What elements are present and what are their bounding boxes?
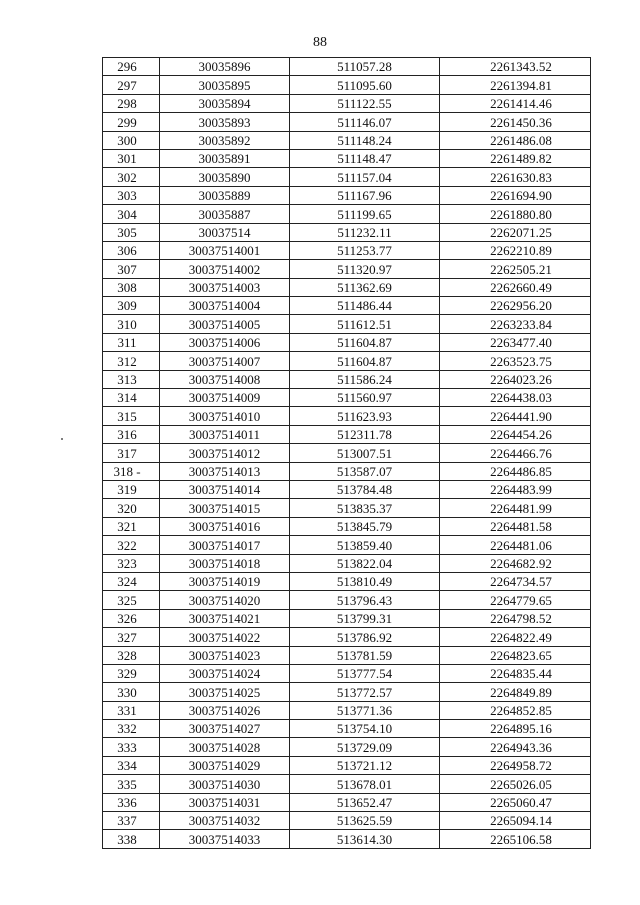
point-id-cell: 30035894 [160, 94, 290, 112]
x-coordinate-cell: 511604.87 [290, 333, 440, 351]
point-id-cell: 30035896 [160, 58, 290, 76]
x-coordinate-cell: 511146.07 [290, 113, 440, 131]
point-id-cell: 30035887 [160, 205, 290, 223]
table-row [103, 149, 591, 167]
point-id-cell: 30037514005 [160, 315, 290, 333]
table-row [103, 480, 591, 498]
y-coordinate-cell: 2264798.52 [440, 609, 591, 627]
table-row [103, 389, 591, 407]
x-coordinate-cell: 511148.24 [290, 131, 440, 149]
point-id-cell: 30035895 [160, 76, 290, 94]
point-id-cell: 30037514001 [160, 241, 290, 259]
point-number-cell: 319 [103, 480, 160, 498]
x-coordinate-cell: 512311.78 [290, 425, 440, 443]
point-id-cell: 30037514016 [160, 517, 290, 535]
x-coordinate-cell: 511362.69 [290, 278, 440, 296]
y-coordinate-cell: 2265094.14 [440, 812, 591, 830]
x-coordinate-cell: 511253.77 [290, 241, 440, 259]
x-coordinate-cell: 511560.97 [290, 389, 440, 407]
coordinates-table [102, 57, 591, 849]
table-row [103, 278, 591, 296]
point-number-cell: 309 [103, 297, 160, 315]
y-coordinate-cell: 2264454.26 [440, 425, 591, 443]
y-coordinate-cell: 2262956.20 [440, 297, 591, 315]
y-coordinate-cell: 2261450.36 [440, 113, 591, 131]
point-id-cell: 30037514009 [160, 389, 290, 407]
table-row [103, 646, 591, 664]
point-number-cell: 315 [103, 407, 160, 425]
table-row [103, 812, 591, 830]
x-coordinate-cell: 511612.51 [290, 315, 440, 333]
point-id-cell: 30037514007 [160, 352, 290, 370]
table-row [103, 775, 591, 793]
table-row [103, 664, 591, 682]
y-coordinate-cell: 2262210.89 [440, 241, 591, 259]
y-coordinate-cell: 2261694.90 [440, 186, 591, 204]
point-number-cell: 296 [103, 58, 160, 76]
point-number-cell: 303 [103, 186, 160, 204]
point-id-cell: 30037514021 [160, 609, 290, 627]
x-coordinate-cell: 511232.11 [290, 223, 440, 241]
y-coordinate-cell: 2265060.47 [440, 793, 591, 811]
point-number-cell: 301 [103, 149, 160, 167]
x-coordinate-cell: 513587.07 [290, 462, 440, 480]
point-number-cell: 324 [103, 572, 160, 590]
table-row [103, 113, 591, 131]
table-row [103, 425, 591, 443]
table-row [103, 738, 591, 756]
point-number-cell: 329 [103, 664, 160, 682]
x-coordinate-cell: 513754.10 [290, 720, 440, 738]
point-number-cell: 328 [103, 646, 160, 664]
point-id-cell: 30037514020 [160, 591, 290, 609]
x-coordinate-cell: 511604.87 [290, 352, 440, 370]
x-coordinate-cell: 511199.65 [290, 205, 440, 223]
y-coordinate-cell: 2264822.49 [440, 628, 591, 646]
table-row [103, 260, 591, 278]
x-coordinate-cell: 513796.43 [290, 591, 440, 609]
point-id-cell: 30037514002 [160, 260, 290, 278]
stray-dot-mark [61, 438, 63, 440]
page-number: 88 [313, 35, 327, 50]
table-row [103, 223, 591, 241]
y-coordinate-cell: 2264483.99 [440, 480, 591, 498]
point-number-cell: 325 [103, 591, 160, 609]
x-coordinate-cell: 511057.28 [290, 58, 440, 76]
y-coordinate-cell: 2264852.85 [440, 701, 591, 719]
y-coordinate-cell: 2264441.90 [440, 407, 591, 425]
table-row [103, 756, 591, 774]
x-coordinate-cell: 511320.97 [290, 260, 440, 278]
x-coordinate-cell: 513822.04 [290, 554, 440, 572]
y-coordinate-cell: 2264481.06 [440, 536, 591, 554]
point-id-cell: 30037514024 [160, 664, 290, 682]
point-id-cell: 30037514019 [160, 572, 290, 590]
point-number-cell: 307 [103, 260, 160, 278]
table-row [103, 591, 591, 609]
y-coordinate-cell: 2261414.46 [440, 94, 591, 112]
point-number-cell: 299 [103, 113, 160, 131]
table-row [103, 315, 591, 333]
point-number-cell: 314 [103, 389, 160, 407]
point-number-cell: 322 [103, 536, 160, 554]
y-coordinate-cell: 2265026.05 [440, 775, 591, 793]
point-id-cell: 30035892 [160, 131, 290, 149]
x-coordinate-cell: 513845.79 [290, 517, 440, 535]
point-id-cell: 30037514010 [160, 407, 290, 425]
point-id-cell: 30037514013 [160, 462, 290, 480]
point-id-cell: 30037514029 [160, 756, 290, 774]
point-id-cell: 30037514003 [160, 278, 290, 296]
table-row [103, 628, 591, 646]
y-coordinate-cell: 2264682.92 [440, 554, 591, 572]
y-coordinate-cell: 2261489.82 [440, 149, 591, 167]
x-coordinate-cell: 513777.54 [290, 664, 440, 682]
point-id-cell: 30035891 [160, 149, 290, 167]
point-id-cell: 30035889 [160, 186, 290, 204]
point-number-cell: 331 [103, 701, 160, 719]
point-id-cell: 30037514004 [160, 297, 290, 315]
y-coordinate-cell: 2264466.76 [440, 444, 591, 462]
point-number-cell: 311 [103, 333, 160, 351]
point-id-cell: 30037514023 [160, 646, 290, 664]
x-coordinate-cell: 513786.92 [290, 628, 440, 646]
table-row [103, 517, 591, 535]
y-coordinate-cell: 2264023.26 [440, 370, 591, 388]
point-id-cell: 30037514 [160, 223, 290, 241]
table-row [103, 168, 591, 186]
x-coordinate-cell: 511586.24 [290, 370, 440, 388]
point-id-cell: 30037514012 [160, 444, 290, 462]
point-number-cell: 335 [103, 775, 160, 793]
y-coordinate-cell: 2264779.65 [440, 591, 591, 609]
x-coordinate-cell: 513721.12 [290, 756, 440, 774]
point-id-cell: 30037514018 [160, 554, 290, 572]
point-number-cell: 312 [103, 352, 160, 370]
point-number-cell: 316 [103, 425, 160, 443]
point-number-cell: 336 [103, 793, 160, 811]
x-coordinate-cell: 511095.60 [290, 76, 440, 94]
table-row [103, 407, 591, 425]
x-coordinate-cell: 511623.93 [290, 407, 440, 425]
y-coordinate-cell: 2265106.58 [440, 830, 591, 848]
x-coordinate-cell: 513007.51 [290, 444, 440, 462]
x-coordinate-cell: 513678.01 [290, 775, 440, 793]
y-coordinate-cell: 2261343.52 [440, 58, 591, 76]
y-coordinate-cell: 2263233.84 [440, 315, 591, 333]
table-row [103, 205, 591, 223]
table-row [103, 536, 591, 554]
y-coordinate-cell: 2264481.58 [440, 517, 591, 535]
point-number-cell: 334 [103, 756, 160, 774]
y-coordinate-cell: 2264958.72 [440, 756, 591, 774]
x-coordinate-cell: 511167.96 [290, 186, 440, 204]
y-coordinate-cell: 2261486.08 [440, 131, 591, 149]
y-coordinate-cell: 2263477.40 [440, 333, 591, 351]
table-row [103, 241, 591, 259]
point-number-cell: 298 [103, 94, 160, 112]
table-row [103, 352, 591, 370]
point-id-cell: 30037514032 [160, 812, 290, 830]
table-row [103, 572, 591, 590]
point-number-cell: 304 [103, 205, 160, 223]
point-number-cell: 323 [103, 554, 160, 572]
table-row [103, 444, 591, 462]
table-row [103, 94, 591, 112]
x-coordinate-cell: 511148.47 [290, 149, 440, 167]
point-number-cell: 320 [103, 499, 160, 517]
table-row [103, 131, 591, 149]
point-id-cell: 30037514027 [160, 720, 290, 738]
point-number-cell: 305 [103, 223, 160, 241]
table-row [103, 609, 591, 627]
point-id-cell: 30035893 [160, 113, 290, 131]
point-number-cell: 300 [103, 131, 160, 149]
table-row [103, 720, 591, 738]
table-row [103, 297, 591, 315]
y-coordinate-cell: 2262660.49 [440, 278, 591, 296]
y-coordinate-cell: 2264849.89 [440, 683, 591, 701]
table-row [103, 701, 591, 719]
y-coordinate-cell: 2264835.44 [440, 664, 591, 682]
y-coordinate-cell: 2264943.36 [440, 738, 591, 756]
x-coordinate-cell: 513859.40 [290, 536, 440, 554]
coordinates-table-body [103, 58, 591, 849]
point-number-cell: 337 [103, 812, 160, 830]
point-id-cell: 30037514006 [160, 333, 290, 351]
table-row [103, 554, 591, 572]
point-number-cell: 317 [103, 444, 160, 462]
x-coordinate-cell: 513729.09 [290, 738, 440, 756]
point-number-cell: 318 - [103, 462, 160, 480]
x-coordinate-cell: 513625.59 [290, 812, 440, 830]
point-number-cell: 326 [103, 609, 160, 627]
y-coordinate-cell: 2264438.03 [440, 389, 591, 407]
x-coordinate-cell: 513781.59 [290, 646, 440, 664]
y-coordinate-cell: 2262505.21 [440, 260, 591, 278]
point-id-cell: 30037514031 [160, 793, 290, 811]
point-id-cell: 30037514008 [160, 370, 290, 388]
point-number-cell: 310 [103, 315, 160, 333]
point-id-cell: 30035890 [160, 168, 290, 186]
x-coordinate-cell: 511486.44 [290, 297, 440, 315]
x-coordinate-cell: 513810.49 [290, 572, 440, 590]
table-row [103, 76, 591, 94]
table-row [103, 462, 591, 480]
table-row [103, 58, 591, 76]
table-row [103, 370, 591, 388]
x-coordinate-cell: 513771.36 [290, 701, 440, 719]
y-coordinate-cell: 2264895.16 [440, 720, 591, 738]
x-coordinate-cell: 511122.55 [290, 94, 440, 112]
point-number-cell: 302 [103, 168, 160, 186]
table-row [103, 186, 591, 204]
y-coordinate-cell: 2261630.83 [440, 168, 591, 186]
point-number-cell: 338 [103, 830, 160, 848]
point-number-cell: 297 [103, 76, 160, 94]
table-row [103, 333, 591, 351]
point-id-cell: 30037514033 [160, 830, 290, 848]
x-coordinate-cell: 513784.48 [290, 480, 440, 498]
point-number-cell: 330 [103, 683, 160, 701]
table-row [103, 830, 591, 848]
y-coordinate-cell: 2261880.80 [440, 205, 591, 223]
point-number-cell: 306 [103, 241, 160, 259]
point-number-cell: 327 [103, 628, 160, 646]
point-id-cell: 30037514017 [160, 536, 290, 554]
point-id-cell: 30037514014 [160, 480, 290, 498]
x-coordinate-cell: 513614.30 [290, 830, 440, 848]
point-id-cell: 30037514025 [160, 683, 290, 701]
point-id-cell: 30037514028 [160, 738, 290, 756]
point-number-cell: 313 [103, 370, 160, 388]
x-coordinate-cell: 513652.47 [290, 793, 440, 811]
point-number-cell: 333 [103, 738, 160, 756]
table-row [103, 499, 591, 517]
point-number-cell: 332 [103, 720, 160, 738]
x-coordinate-cell: 513772.57 [290, 683, 440, 701]
table-row [103, 793, 591, 811]
point-number-cell: 308 [103, 278, 160, 296]
y-coordinate-cell: 2262071.25 [440, 223, 591, 241]
point-id-cell: 30037514011 [160, 425, 290, 443]
table-row [103, 683, 591, 701]
point-id-cell: 30037514026 [160, 701, 290, 719]
y-coordinate-cell: 2264481.99 [440, 499, 591, 517]
x-coordinate-cell: 511157.04 [290, 168, 440, 186]
point-id-cell: 30037514015 [160, 499, 290, 517]
y-coordinate-cell: 2261394.81 [440, 76, 591, 94]
point-number-cell: 321 [103, 517, 160, 535]
x-coordinate-cell: 513799.31 [290, 609, 440, 627]
point-id-cell: 30037514030 [160, 775, 290, 793]
y-coordinate-cell: 2263523.75 [440, 352, 591, 370]
y-coordinate-cell: 2264734.57 [440, 572, 591, 590]
y-coordinate-cell: 2264823.65 [440, 646, 591, 664]
point-id-cell: 30037514022 [160, 628, 290, 646]
y-coordinate-cell: 2264486.85 [440, 462, 591, 480]
x-coordinate-cell: 513835.37 [290, 499, 440, 517]
